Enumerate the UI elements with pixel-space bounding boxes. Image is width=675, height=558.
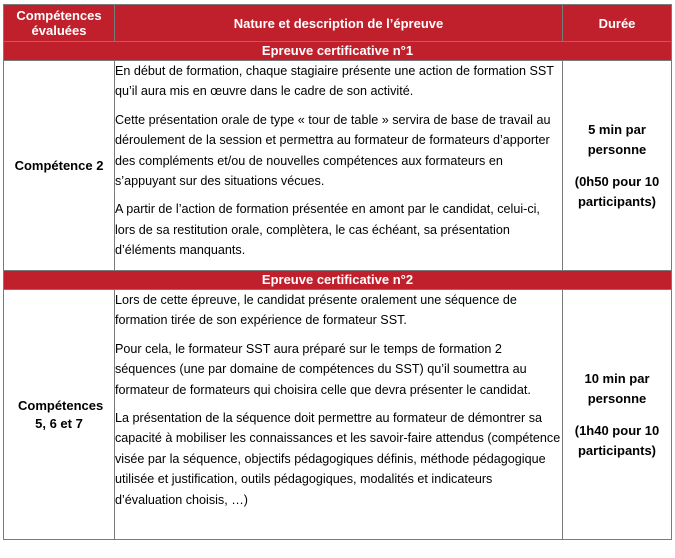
epreuve-2-description [115, 290, 563, 540]
epreuve-1-description [115, 61, 563, 271]
epreuve-1-duree-detail: (0h50 pour 10 participants) [574, 173, 660, 209]
evaluation-table [3, 4, 672, 540]
header-competences: Compétences évaluées [4, 5, 115, 42]
epreuve-2-duree-detail: (1h40 pour 10 participants) [574, 422, 660, 458]
header-duree: Durée [563, 5, 672, 42]
epreuve-1-paragraph: En début de formation, chaque stagiaire présente une action de formation SST qu’il aura mis en œuvre dans le cadre de son activité. [115, 64, 554, 99]
epreuve-2-competences: Compétences 5, 6 et 7 [4, 290, 115, 540]
section-row [4, 271, 672, 290]
epreuve-2-paragraph: Lors de cette épreuve, le candidat présente oralement une séquence de formation tirée de son expérience de formateur SST. [115, 293, 517, 328]
epreuve-1-duree: 5 min par personne [587, 121, 647, 157]
section-row [4, 42, 672, 61]
header-nature: Nature et description de l’épreuve [115, 5, 563, 42]
epreuve-1-paragraph: A partir de l’action de formation présentée en amont par le candidat, celui-ci, lors de sa restitution orale, complètera, le cas échéant, sa présentation d’éléments manquants. [115, 202, 540, 258]
epreuve-2-duree-cell [563, 290, 672, 540]
epreuve-2-paragraph: La présentation de la séquence doit permettre au formateur de démontrer sa capacité à mobiliser les connaissances et les savoir-faire attendus (compétence visée par la séquence, objectifs pédagogiques définis, méthode pédagogique utilisée et justification, outils pédagogiques, modalités et indicateurs d’évaluation choisis, …) [115, 411, 561, 507]
epreuve-1-paragraph: Cette présentation orale de type « tour de table » servira de base de travail au déroulement de la session et permettra au formateur de formateurs d’apporter des compléments et/ou de nouvelles compétences aux formateurs en s’appuyant sur des situations vécues. [115, 112, 551, 189]
epreuve-1-title: Epreuve certificative n°1 [4, 42, 672, 61]
header-row [4, 5, 672, 42]
epreuve-2-paragraph: Pour cela, le formateur SST aura préparé sur le temps de formation 2 séquences (une par domaine de compétences du SST) qu’il soumettra au formateur de formateurs qui choisira celle que devra présenter le candidat. [115, 341, 531, 397]
epreuve-2-title: Epreuve certificative n°2 [4, 271, 672, 290]
epreuve-row [4, 61, 672, 271]
epreuve-1-duree-cell [563, 61, 672, 271]
epreuve-1-competences: Compétence 2 [4, 61, 115, 271]
epreuve-2-duree: 10 min par personne [584, 370, 650, 406]
epreuve-row [4, 290, 672, 540]
